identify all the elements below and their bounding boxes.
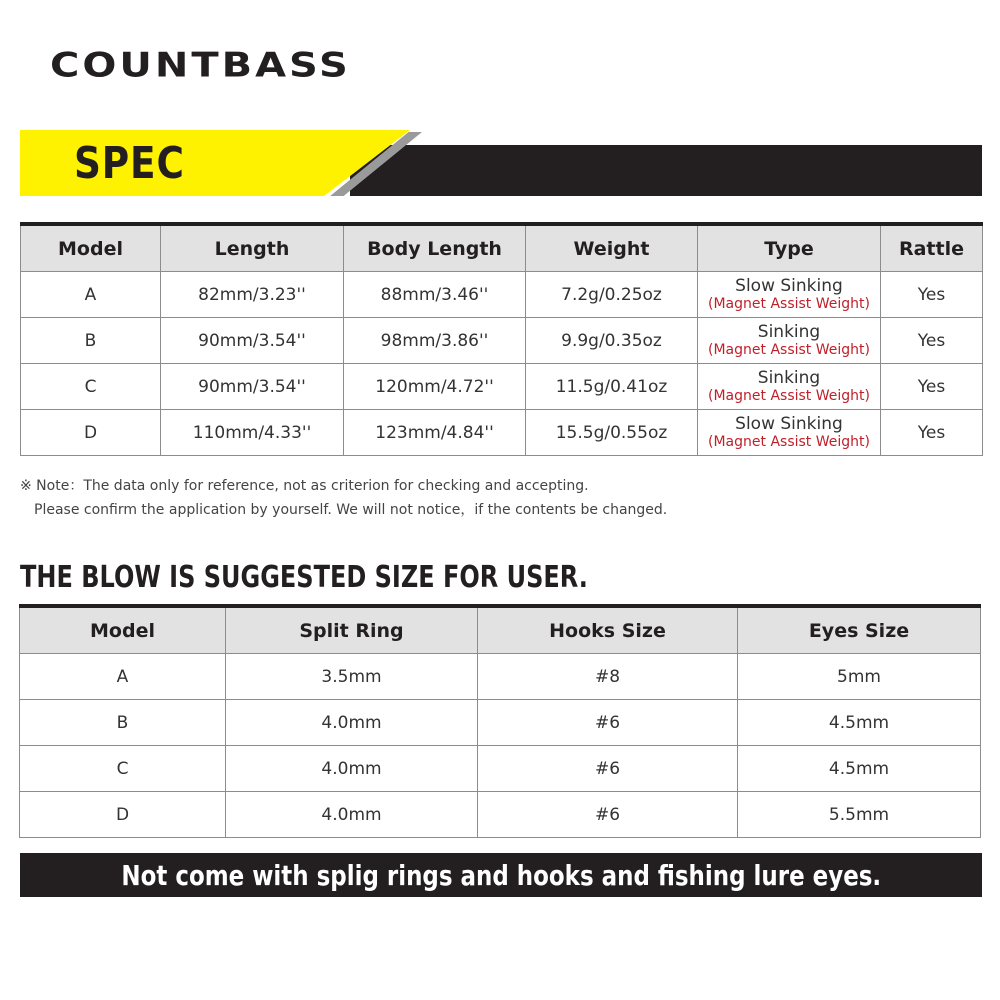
- spec-table: [20, 222, 983, 456]
- header-weight: Weight: [526, 224, 698, 272]
- spec-banner: [20, 130, 982, 198]
- banner-dark-bar: [350, 145, 982, 196]
- header-model: Model: [21, 224, 161, 272]
- cell-model: D: [21, 410, 161, 456]
- header-hooks-size: Hooks Size: [478, 606, 738, 654]
- cell-hooks-size: #8: [478, 654, 738, 700]
- table-row: [20, 654, 981, 700]
- type-note: (Magnet Assist Weight): [708, 387, 870, 404]
- type-note: (Magnet Assist Weight): [708, 433, 870, 450]
- cell-split-ring: 4.0mm: [226, 792, 478, 838]
- cell-model: D: [20, 792, 226, 838]
- cell-split-ring: 4.0mm: [226, 700, 478, 746]
- cell-eyes-size: 5mm: [738, 654, 981, 700]
- cell-length: 90mm/3.54'': [161, 318, 344, 364]
- cell-weight: 15.5g/0.55oz: [526, 410, 698, 456]
- cell-body-length: 120mm/4.72'': [344, 364, 526, 410]
- table-row: [21, 272, 983, 318]
- disclaimer-note: [20, 474, 667, 522]
- table-header-row: [21, 224, 983, 272]
- header-length: Length: [161, 224, 344, 272]
- table-header-row: [20, 606, 981, 654]
- cell-hooks-size: #6: [478, 746, 738, 792]
- cell-hooks-size: #6: [478, 792, 738, 838]
- note-line-2: Please confirm the application by yourself. We will not notice，if the contents be changed.: [34, 502, 668, 518]
- size-table: [19, 604, 981, 838]
- cell-rattle: Yes: [881, 410, 983, 456]
- table-row: [20, 700, 981, 746]
- cell-model: A: [21, 272, 161, 318]
- type-note: (Magnet Assist Weight): [708, 295, 870, 312]
- cell-weight: 9.9g/0.35oz: [526, 318, 698, 364]
- cell-split-ring: 4.0mm: [226, 746, 478, 792]
- cell-weight: 7.2g/0.25oz: [526, 272, 698, 318]
- table-row: [20, 746, 981, 792]
- cell-model: A: [20, 654, 226, 700]
- cell-rattle: Yes: [881, 318, 983, 364]
- cell-split-ring: 3.5mm: [226, 654, 478, 700]
- brand-logo: COUNTBASS: [50, 46, 351, 86]
- cell-length: 82mm/3.23'': [161, 272, 344, 318]
- header-split-ring: Split Ring: [226, 606, 478, 654]
- note-line-1: ※ Note：The data only for reference, not as criterion for checking and accepting.: [20, 478, 589, 494]
- cell-body-length: 98mm/3.86'': [344, 318, 526, 364]
- header-model: Model: [20, 606, 226, 654]
- cell-type: [698, 364, 881, 410]
- cell-eyes-size: 5.5mm: [738, 792, 981, 838]
- cell-model: B: [21, 318, 161, 364]
- type-label: Slow Sinking: [735, 413, 843, 434]
- cell-type: [698, 272, 881, 318]
- cell-eyes-size: 4.5mm: [738, 700, 981, 746]
- footer-notice-text: Not come with splig rings and hooks and fishing lure eyes.: [121, 858, 881, 892]
- cell-rattle: Yes: [881, 364, 983, 410]
- cell-weight: 11.5g/0.41oz: [526, 364, 698, 410]
- cell-rattle: Yes: [881, 272, 983, 318]
- table-row: [21, 318, 983, 364]
- header-rattle: Rattle: [881, 224, 983, 272]
- cell-length: 90mm/3.54'': [161, 364, 344, 410]
- header-body-length: Body Length: [344, 224, 526, 272]
- table-row: [20, 792, 981, 838]
- header-type: Type: [698, 224, 881, 272]
- type-note: (Magnet Assist Weight): [708, 341, 870, 358]
- cell-model: B: [20, 700, 226, 746]
- footer-notice-bar: [20, 853, 982, 897]
- cell-eyes-size: 4.5mm: [738, 746, 981, 792]
- cell-type: [698, 410, 881, 456]
- suggested-size-heading: THE BLOW IS SUGGESTED SIZE FOR USER.: [20, 560, 588, 595]
- header-eyes-size: Eyes Size: [738, 606, 981, 654]
- cell-body-length: 88mm/3.46'': [344, 272, 526, 318]
- table-row: [21, 364, 983, 410]
- cell-body-length: 123mm/4.84'': [344, 410, 526, 456]
- cell-model: C: [21, 364, 161, 410]
- type-label: Slow Sinking: [735, 275, 843, 296]
- table-row: [21, 410, 983, 456]
- type-label: Sinking: [757, 321, 821, 342]
- type-label: Sinking: [757, 367, 821, 388]
- cell-length: 110mm/4.33'': [161, 410, 344, 456]
- cell-model: C: [20, 746, 226, 792]
- cell-hooks-size: #6: [478, 700, 738, 746]
- spec-title: SPEC: [74, 138, 185, 189]
- cell-type: [698, 318, 881, 364]
